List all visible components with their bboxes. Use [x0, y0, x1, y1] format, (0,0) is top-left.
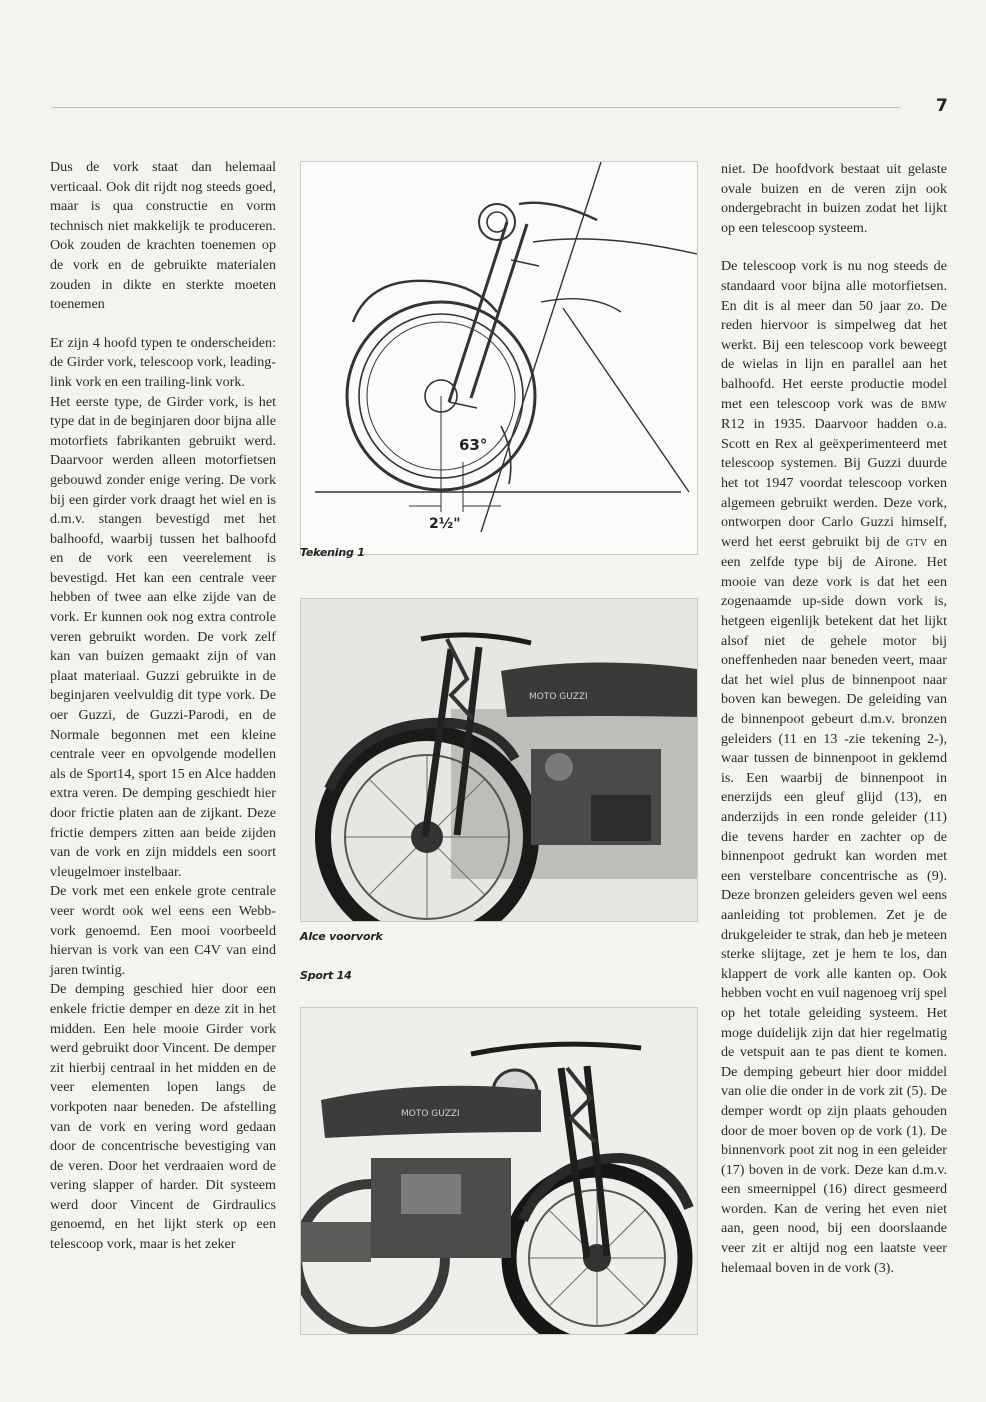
- steering-axis-line: [481, 162, 601, 532]
- headlamp: [479, 204, 515, 240]
- text-run: R12 in 1935. Daarvoor hadden o.a. Scott en Rex al geëxperimenteerd met telescoop systemen. Bij Guzzi duurde het tot 1947 voordat telescoop vorken algemeen gebruikt werden. Deze vork, ontworpen door Carlo Guzzi himself, werd het eerst gebruikt bij de: [721, 416, 947, 550]
- down-tube: [563, 308, 689, 492]
- page-number: 7: [936, 96, 948, 116]
- tank-badge: MOTO GUZZI: [401, 1109, 460, 1119]
- paragraph: De vork met een enkele grote centrale veer wordt ook wel eens een Webb-vork genoemd. Een mooi voorbeeld hiervan is vork van een C4V van eind jaren twintig.: [50, 883, 276, 978]
- tank-outline: [533, 239, 697, 254]
- header-rule: [52, 107, 900, 108]
- caption-alce: Alce voorvork: [300, 930, 383, 943]
- alce-fork-photo: [300, 598, 698, 922]
- paragraph: Dus de vork staat dan helemaal verticaal. Ook dit rijdt nog steeds goed, maar is qua constructie en vorm technisch niet makkelijk te produceren. Ook zouden de krachten toenemen op de vork en de gebruikte materialen zouden in dikte en sterkte moeten toenemen: [50, 159, 276, 313]
- text-run: en een zelfde type bij de Airone. Het mooie van deze vork is dat het een zogenaamde up-side down vork is, hetgeen eigenlijk betekent dat het lijkt alsof niet de gehele motor bij oneffenheden naar beneden veert, maar dat het wiel plus de binnenpoot naar boven kan bewegen. De geleiding van de binnenpoot gebeurt d.m.v. bronzen geleiders (11 en 13 -zie tekening 2-), waar tussen de binnenpoot in geklemd is. Een waarbij de binnenpoot in enerzijds een gleuf glijd (13), en anderzijds in een ronde geleider (11) die tevens harder en zachter op de binnenpoot gedrukt kan worden met een verstelbare concentrische as (9). Deze bronzen geleiders geven wel eens aanleiding tot problemen. Zet je de drukgeleider te strak, dan heb je meteen sterke slijtage, zet je hem te los, dan klappert de vork alle kanten op. Ook hebben vocht en vuil nagenoeg vrij spel op het totale geleiding systeem. Het moge duidelijk zijn dat hier regelmatig de vetspuit aan te pas dient te komen. De demping gebeurt hier door middel van olie die onder in de vork zit (5). De demper wordt op zijn plaats gehouden door de moer boven op de vork (1). De binnenvork poot zit nog in een geleider (17) boven in de vork. Deze kan d.m.v. een smeernippel (16) direct gesmeerd worden. Kan de vering het even niet aan, geen nood, bij een doorslaande veer zit er altijd nog een laatste veer helemaal boven in de vork (3).: [721, 533, 947, 1276]
- paragraph: [721, 257, 947, 1278]
- headlamp-lens: [487, 212, 507, 232]
- tank-badge: MOTO GUZZI: [529, 692, 588, 702]
- fuel-tank: [501, 662, 697, 717]
- text-run: De telescoop vork is nu nog steeds de standaard voor bijna alle motorfietsen. En dit is al meer dan 50 jaar zo. De reden hiervoor is simpelweg dat het werkt. Bij een telescoop vork beweegt de wielas in lijn en parallel aan het balhoofd. Het eerste productie model met een telescoop vork was de: [721, 258, 947, 412]
- angle-label: 63°: [459, 436, 488, 454]
- offset-label: 2½": [429, 516, 461, 532]
- sport14-photo: [300, 1007, 698, 1335]
- right-column: [721, 160, 947, 1278]
- drawing-svg: [301, 162, 697, 554]
- photo-sport-svg: [301, 1008, 697, 1334]
- text-run-gtv: GTV: [905, 537, 928, 549]
- caption-sport: Sport 14: [300, 969, 352, 982]
- paragraph: niet. De hoofdvork bestaat uit gelaste ovale buizen en de veren zijn ook ondergebracht in buizen zodat het lijkt op een telescoop systeem.: [721, 161, 947, 236]
- paragraph: De demping geschied hier door een enkele frictie demper en deze zit in het midden. Een hele mooie Girder vork werd gebruikt door Vincent. De demper zit hierbij centraal in het midden en de veer elementen lopen langs de vorkpoten naar beneden. De afstelling van de vork en vering word gedaan door de concentrische bevestiging van de veren. Door het verdraaien word de vering slapper of harder. Dit systeem werd door Vincent de Girdraulics genoemd, en het lijkt sterk op een telescoop vork, maar is het zeker: [50, 981, 276, 1253]
- paragraph: Het eerste type, de Girder vork, is het type dat in de beginjaren door bijna alle motorfiets fabrikanten gebruikt werd. Daarvoor werden alleen motorfietsen gebouwd zonder enige vering. De vork bij een girder vork draagt het wiel en is d.m.v. stangen bevestigd met het balhoofd, waarbij tussen het balhoofd en de vork een veerelement is bevestigd. Het kan een centrale veer hebben of twee aan elke zijde van de vork. Er kunnen ook nog extra controle veren gebruikt worden. De vork zelf kan van buizen gemaakt zijn of van plaat materiaal. Guzzi gebruikte in de beginjaren veelvuldig dit type vork. De oer Guzzi, de Guzzi-Parodi, en de Normale begonnen met een kleine centrale veer en opvolgende modellen als de Sport14, sport 15 en Alce hadden extra veren. De demping geschiedt hier door frictie platen aan de zijkant. Deze frictie dempers zitten aan beide zijden van de vork en zijn middels een soort vleugelmoer instelbaar.: [50, 393, 276, 880]
- caption-drawing: Tekening 1: [300, 546, 365, 559]
- photo-alce-svg: [301, 599, 697, 921]
- text-run-bmw: BMW: [921, 399, 947, 411]
- paragraph: Er zijn 4 hoofd typen te onderscheiden: de Girder vork, telescoop vork, leading-link vork en een trailing-link vork.: [50, 334, 276, 390]
- left-column: [50, 158, 276, 1255]
- fork-geometry-drawing: [300, 161, 698, 555]
